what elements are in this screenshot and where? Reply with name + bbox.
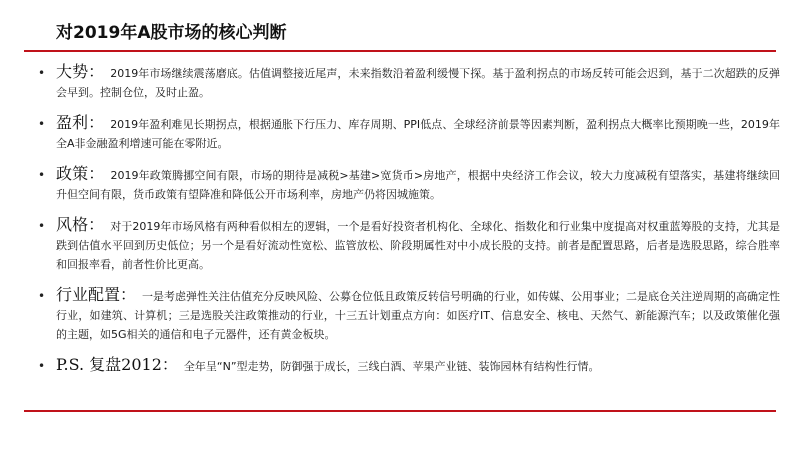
bullet-text: 对于2019年市场风格有两种看似相左的逻辑，一个是看好投资者机构化、全球化、指数化和行业集中度提高对权重蓝筹股的支持，尤其是跌到估值水平回到历史低位；另一个是看好流动性宽松、监管放松、阶段期属性对中小成长股的支持。前者是配置思路，后者是选股思路，综合胜率和回报率看，前者性价比更高。 xyxy=(56,220,780,271)
bullet-item-ps-review xyxy=(38,355,780,376)
bullet-paragraph xyxy=(56,62,780,102)
bullet-paragraph xyxy=(56,164,780,204)
bullet-dot-icon: • xyxy=(38,219,46,233)
bullet-item-style xyxy=(38,215,780,274)
bullet-item-earnings xyxy=(38,113,780,153)
footer-divider xyxy=(24,410,776,412)
bullet-heading: 政策： xyxy=(56,164,105,183)
bullet-paragraph xyxy=(56,285,780,344)
bullet-text: 全年呈“N”型走势，防御强于成长，三线白酒、苹果产业链、装饰园林有结构性行情。 xyxy=(183,360,600,373)
bullet-dot-icon: • xyxy=(38,359,46,373)
bullet-dot-icon: • xyxy=(38,66,46,80)
bullet-item-trend xyxy=(38,62,780,102)
bullet-text: 2019年市场继续震荡磨底。估值调整接近尾声，未来指数沿着盈利缓慢下探。基于盈利拐点的市场反转可能会迟到，基于二次超跌的反弹会早到。控制仓位，及时止盈。 xyxy=(56,67,780,99)
bullet-paragraph xyxy=(56,215,780,274)
bullet-heading: 行业配置： xyxy=(56,285,137,304)
bullet-dot-icon: • xyxy=(38,289,46,303)
bullet-paragraph xyxy=(56,113,780,153)
bullet-item-sector-allocation xyxy=(38,285,780,344)
page-title: 对2019年A股市场的核心判断 xyxy=(56,23,287,43)
bullet-heading: P.S. 复盘2012： xyxy=(56,355,178,374)
bullet-item-policy xyxy=(38,164,780,204)
bullet-dot-icon: • xyxy=(38,117,46,131)
bullet-paragraph xyxy=(56,355,780,376)
bullet-dot-icon: • xyxy=(38,168,46,182)
title-divider xyxy=(24,50,776,52)
bullet-list xyxy=(38,62,780,387)
bullet-text: 2019年政策腾挪空间有限，市场的期待是减税>基建>宽货币>房地产，根据中央经济工作会议，较大力度减税有望落实，基建将继续回升但空间有限，货币政策有望降准和降低公开市场利率，房地产仍将因城施策。 xyxy=(56,169,780,201)
bullet-heading: 大势： xyxy=(56,62,105,81)
bullet-heading: 盈利： xyxy=(56,113,105,132)
bullet-heading: 风格： xyxy=(56,215,105,234)
bullet-text: 一是考虑弹性关注估值充分反映风险、公募仓位低且政策反转信号明确的行业，如传媒、公用事业；二是底仓关注逆周期的高确定性行业，如建筑、计算机；三是选股关注政策推动的行业，十三五计划重点方向：如医疗IT、信息安全、核电、天然气、新能源汽车；以及政策催化强的主题，如5G相关的通信和电子元器件，还有黄金板块。 xyxy=(56,290,781,341)
bullet-text: 2019年盈利难见长期拐点，根据通胀下行压力、库存周期、PPI低点、全球经济前景等因素判断，盈利拐点大概率比预期晚一些，2019年全A非金融盈利增速可能在零附近。 xyxy=(56,118,780,150)
